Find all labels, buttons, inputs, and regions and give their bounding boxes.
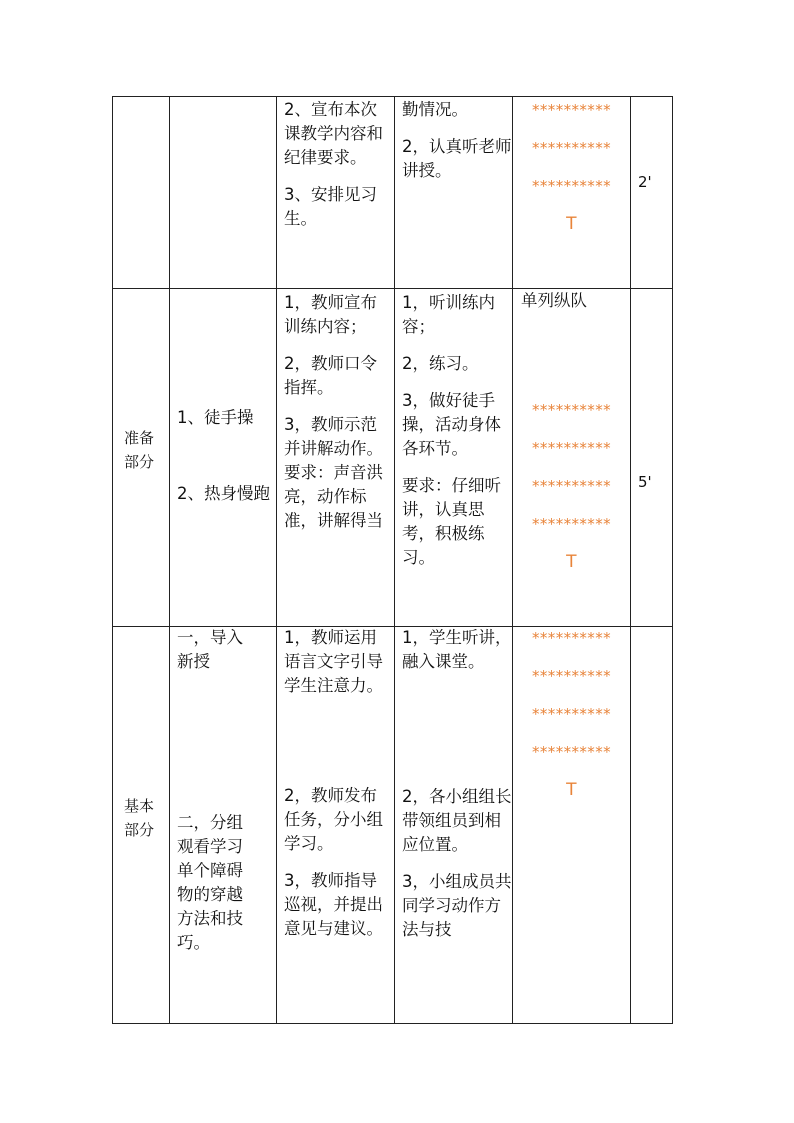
student-row: **********: [532, 743, 611, 761]
student-activity: 1，学生听讲，融入课堂。: [402, 628, 512, 671]
teacher-position-mark: T: [566, 552, 577, 572]
teacher-position-mark: T: [566, 780, 577, 800]
student-row: **********: [532, 401, 611, 419]
student-row: **********: [532, 177, 611, 195]
student-row: **********: [532, 705, 611, 723]
teacher-activity: 3，教师指导巡视，并提出意见与建议。: [284, 871, 383, 938]
column-divider: [672, 96, 673, 1024]
student-activity: 1，听训练内容；: [402, 293, 495, 336]
student-activity-cell: [402, 291, 512, 583]
duration: 5': [638, 473, 652, 491]
column-divider: [169, 96, 170, 1024]
content-cell: [177, 626, 257, 968]
teacher-activity: 2，教师发布任务，分小组学习。: [284, 786, 383, 853]
teacher-activity-cell: [284, 291, 392, 546]
content-item: 二，分组观看学习单个障碍物的穿越方法和技巧。: [177, 813, 243, 952]
teacher-activity: 3，教师示范并讲解动作。要求：声音洪亮，动作标准，讲解得当: [284, 415, 383, 530]
teacher-activity: 1，教师运用语言文字引导学生注意力。: [284, 628, 383, 695]
student-row: **********: [532, 515, 611, 533]
student-row: **********: [532, 629, 611, 647]
student-activity: 要求：仔细听讲，认真思考，积极练习。: [402, 476, 501, 567]
student-row: **********: [532, 477, 611, 495]
column-divider: [112, 96, 113, 1024]
content-item: 2、热身慢跑: [177, 484, 270, 503]
teacher-activity-cell: [284, 98, 392, 244]
teacher-activity: 1，教师宣布训练内容；: [284, 293, 377, 336]
student-activity: 3，小组成员共同学习动作方法与技: [402, 872, 512, 939]
student-activity: 勤情况。: [402, 100, 468, 119]
table-border-bottom: [112, 1023, 673, 1024]
student-activity: 2，各小组组长带领组员到相应位置。: [402, 787, 512, 854]
student-row: **********: [532, 667, 611, 685]
student-activity: 2，认真听老师讲授。: [402, 137, 512, 180]
section-label: 基本部分: [124, 797, 155, 839]
student-row: **********: [532, 139, 611, 157]
content-cell: [177, 406, 272, 519]
student-activity: 3，做好徒手操，活动身体各环节。: [402, 391, 501, 458]
student-activity-cell: [402, 626, 512, 955]
teacher-activity: 2、宣布本次课教学内容和纪律要求。: [284, 100, 383, 167]
teacher-activity-cell: [284, 626, 392, 954]
table-border-top: [112, 96, 673, 97]
student-row: **********: [532, 101, 611, 119]
formation-diagram: [513, 626, 630, 802]
formation-diagram: [513, 398, 630, 574]
content-item: 1、徒手操: [177, 408, 254, 427]
formation-title: 单列纵队: [521, 291, 587, 310]
teacher-position-mark: T: [566, 214, 577, 234]
student-activity-cell: [402, 98, 512, 196]
formation-diagram: [513, 98, 630, 236]
content-item: 一，导入新授: [177, 628, 243, 671]
column-divider: [394, 96, 395, 1024]
section-label: 准备部分: [124, 429, 155, 471]
column-divider: [276, 96, 277, 1024]
student-row: **********: [532, 439, 611, 457]
duration: 2': [638, 173, 652, 191]
lesson-plan-table: [112, 96, 673, 1024]
teacher-activity: 3、安排见习生。: [284, 185, 377, 228]
column-divider: [630, 96, 631, 1024]
teacher-activity: 2，教师口令指挥。: [284, 354, 377, 397]
student-activity: 2，练习。: [402, 354, 479, 373]
